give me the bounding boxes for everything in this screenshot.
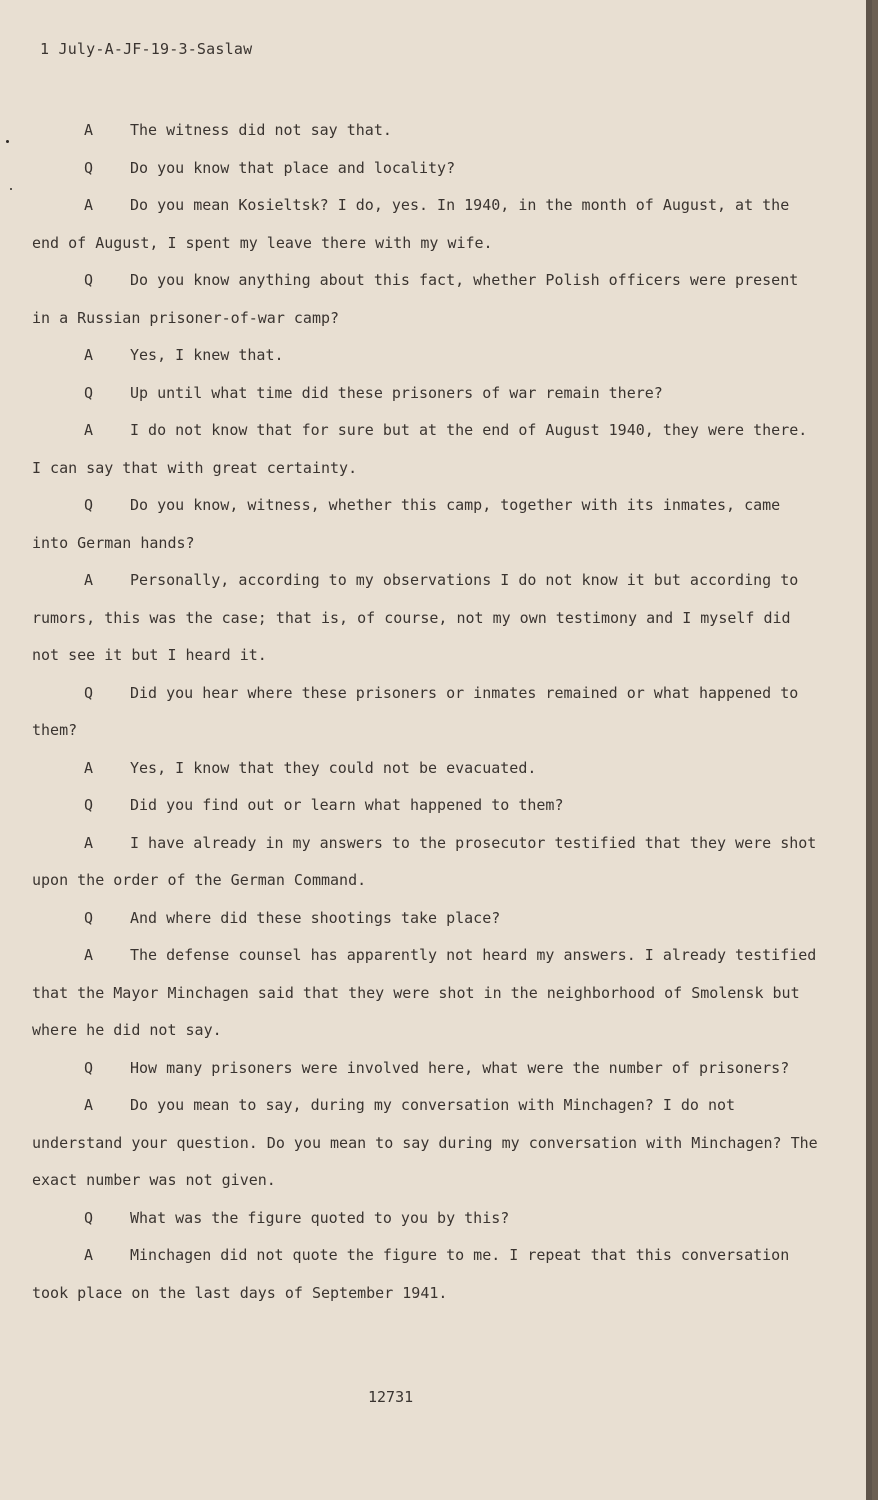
document-header: 1 July-A-JF-19-3-Saslaw	[40, 40, 253, 58]
speaker-label: Q	[84, 158, 94, 177]
speaker-label: Q	[84, 496, 94, 514]
transcript-turn	[32, 1050, 822, 1088]
turn-text: Do you know that place and locality?	[130, 158, 456, 177]
transcript-body	[32, 112, 822, 1312]
transcript-turn	[32, 1200, 822, 1238]
transcript-turn	[32, 487, 822, 562]
transcript-turn	[32, 825, 822, 900]
speaker-label: A	[84, 946, 94, 964]
transcript-turn	[32, 412, 822, 487]
turn-text: I do not know that for sure but at the end of August 1940, they were there. I can say that with great certainty.	[32, 421, 808, 477]
speaker-label: A	[84, 1246, 94, 1264]
transcript-turn	[32, 900, 822, 938]
turn-text: Do you know, witness, whether this camp, together with its inmates, came into German hands?	[32, 496, 781, 552]
speaker-label: Q	[84, 908, 94, 927]
transcript-turn	[32, 937, 822, 1050]
turn-text: And where did these shootings take place?	[130, 908, 501, 927]
turn-text: The witness did not say that.	[130, 121, 392, 139]
speaker-label: A	[84, 1096, 94, 1114]
speaker-label: A	[84, 571, 94, 589]
speaker-label: Q	[84, 683, 94, 702]
speaker-label: Q	[84, 383, 94, 402]
turn-text: Minchagen did not quote the figure to me. I repeat that this conversation took place on the last days of September 1941.	[32, 1246, 790, 1302]
turn-text: Did you hear where these prisoners or inmates remained or what happened to them?	[32, 683, 799, 739]
turn-text: What was the figure quoted to you by this?	[130, 1208, 510, 1227]
turn-text: Do you mean Kosieltsk? I do, yes. In 1940, in the month of August, at the end of August, I spent my leave there with my wife.	[32, 196, 790, 252]
speaker-label: A	[84, 758, 94, 777]
turn-text: Up until what time did these prisoners of war remain there?	[130, 383, 663, 402]
speaker-label: Q	[84, 796, 94, 814]
speaker-label: A	[84, 833, 94, 852]
paper-speck	[10, 188, 12, 190]
transcript-turn	[32, 1237, 822, 1312]
transcript-turn	[32, 787, 822, 825]
turn-text: Personally, according to my observations I do not know it but according to rumors, this was the case; that is, of course, not my own testimony and I myself did not see it but I heard it.	[32, 571, 799, 664]
transcript-turn	[32, 337, 822, 375]
turn-text: I have already in my answers to the prosecutor testified that they were shot upon the order of the German Command.	[32, 833, 817, 889]
turn-text: Do you know anything about this fact, whether Polish officers were present in a Russian prisoner-of-war camp?	[32, 271, 799, 327]
turn-text: Do you mean to say, during my conversation with Minchagen? I do not understand your question. Do you mean to say during my conversation with Minchagen? The exact number was not given.	[32, 1096, 818, 1189]
speaker-label: A	[84, 421, 94, 439]
turn-text: The defense counsel has apparently not heard my answers. I already testified that the Mayor Minchagen said that they were shot in the neighborhood of Smolensk but where he did not say.	[32, 946, 817, 1039]
turn-text: Yes, I know that they could not be evacuated.	[130, 758, 537, 777]
paper-speck	[6, 140, 9, 143]
speaker-label: Q	[84, 1058, 94, 1077]
turn-text: Did you find out or learn what happened to them?	[130, 796, 564, 814]
speaker-label: Q	[84, 1208, 94, 1227]
speaker-label: A	[84, 121, 94, 139]
turn-text: How many prisoners were involved here, what were the number of prisoners?	[130, 1058, 790, 1077]
speaker-label: A	[84, 196, 94, 214]
turn-text: Yes, I knew that.	[130, 346, 284, 364]
transcript-turn	[32, 112, 822, 150]
transcript-turn	[32, 675, 822, 750]
transcript-turn	[32, 750, 822, 788]
transcript-turn	[32, 187, 822, 262]
transcript-turn	[32, 262, 822, 337]
transcript-turn	[32, 375, 822, 413]
page-number: 12731	[368, 1388, 414, 1406]
speaker-label: Q	[84, 271, 94, 289]
transcript-turn	[32, 1087, 822, 1200]
transcript-turn	[32, 562, 822, 675]
transcript-turn	[32, 150, 822, 188]
speaker-label: A	[84, 346, 94, 364]
